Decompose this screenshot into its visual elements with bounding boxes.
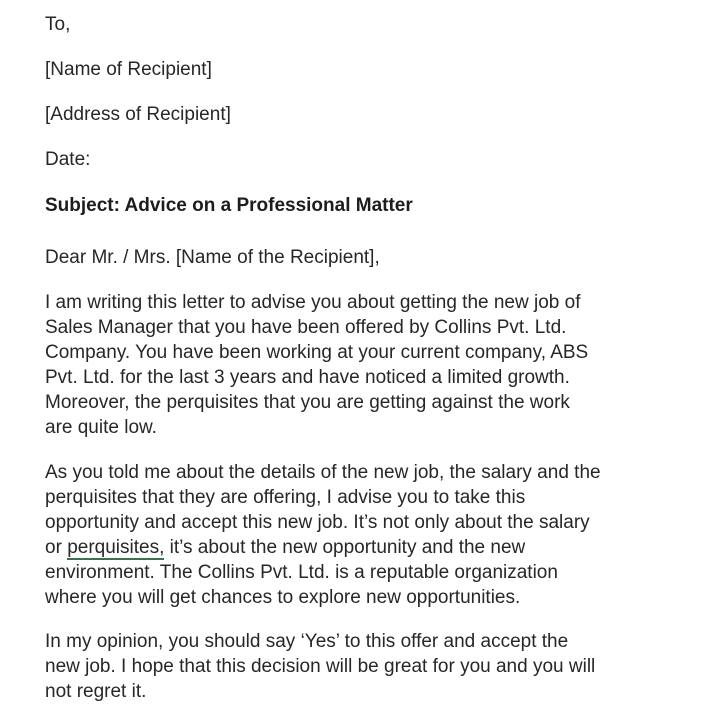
recipient-address-placeholder: [Address of Recipient] [45,104,231,125]
paragraph-line: Sales Manager that you have been offered by Collins Pvt. Ltd. [45,317,567,338]
paragraph-line: opportunity and accept this new job. It’s not only about the salary [45,512,590,533]
paragraph-line: Pvt. Ltd. for the last 3 years and have noticed a limited growth. [45,367,570,388]
paragraph-line: where you will get chances to explore new opportunities. [45,587,521,608]
recipient-name-placeholder: [Name of Recipient] [45,59,212,80]
paragraph-line: Company. You have been working at your current company, ABS [45,342,589,363]
grammar-underlined-word: perquisites, [67,537,165,558]
body-paragraph-3 [45,629,676,704]
subject-line: Subject: Advice on a Professional Matter [45,195,413,216]
body-paragraph-2 [45,460,676,610]
paragraph-line: Moreover, the perquisites that you are getting against the work [45,392,570,413]
paragraph-line: environment. The Collins Pvt. Ltd. is a reputable organization [45,562,558,583]
line-text-after: it’s about the new opportunity and the new [164,537,526,558]
paragraph-line: perquisites that they are offering, I advise you to take this [45,487,526,508]
paragraph-line: In my opinion, you should say ‘Yes’ to this offer and accept the [45,631,569,652]
paragraph-line: not regret it. [45,681,147,702]
paragraph-line: As you told me about the details of the new job, the salary and the [45,462,601,483]
salutation-line: Dear Mr. / Mrs. [Name of the Recipient], [45,247,380,268]
body-paragraph-1 [45,290,676,440]
paragraph-line: I am writing this letter to advise you about getting the new job of [45,292,581,313]
paragraph-line: new job. I hope that this decision will be great for you and you will [45,656,596,677]
to-label: To, [45,14,71,35]
line-text-before: or [45,537,68,558]
paragraph-line: are quite low. [45,417,157,438]
date-label: Date: [45,149,91,170]
paragraph-line-with-grammar-mark [45,535,676,560]
